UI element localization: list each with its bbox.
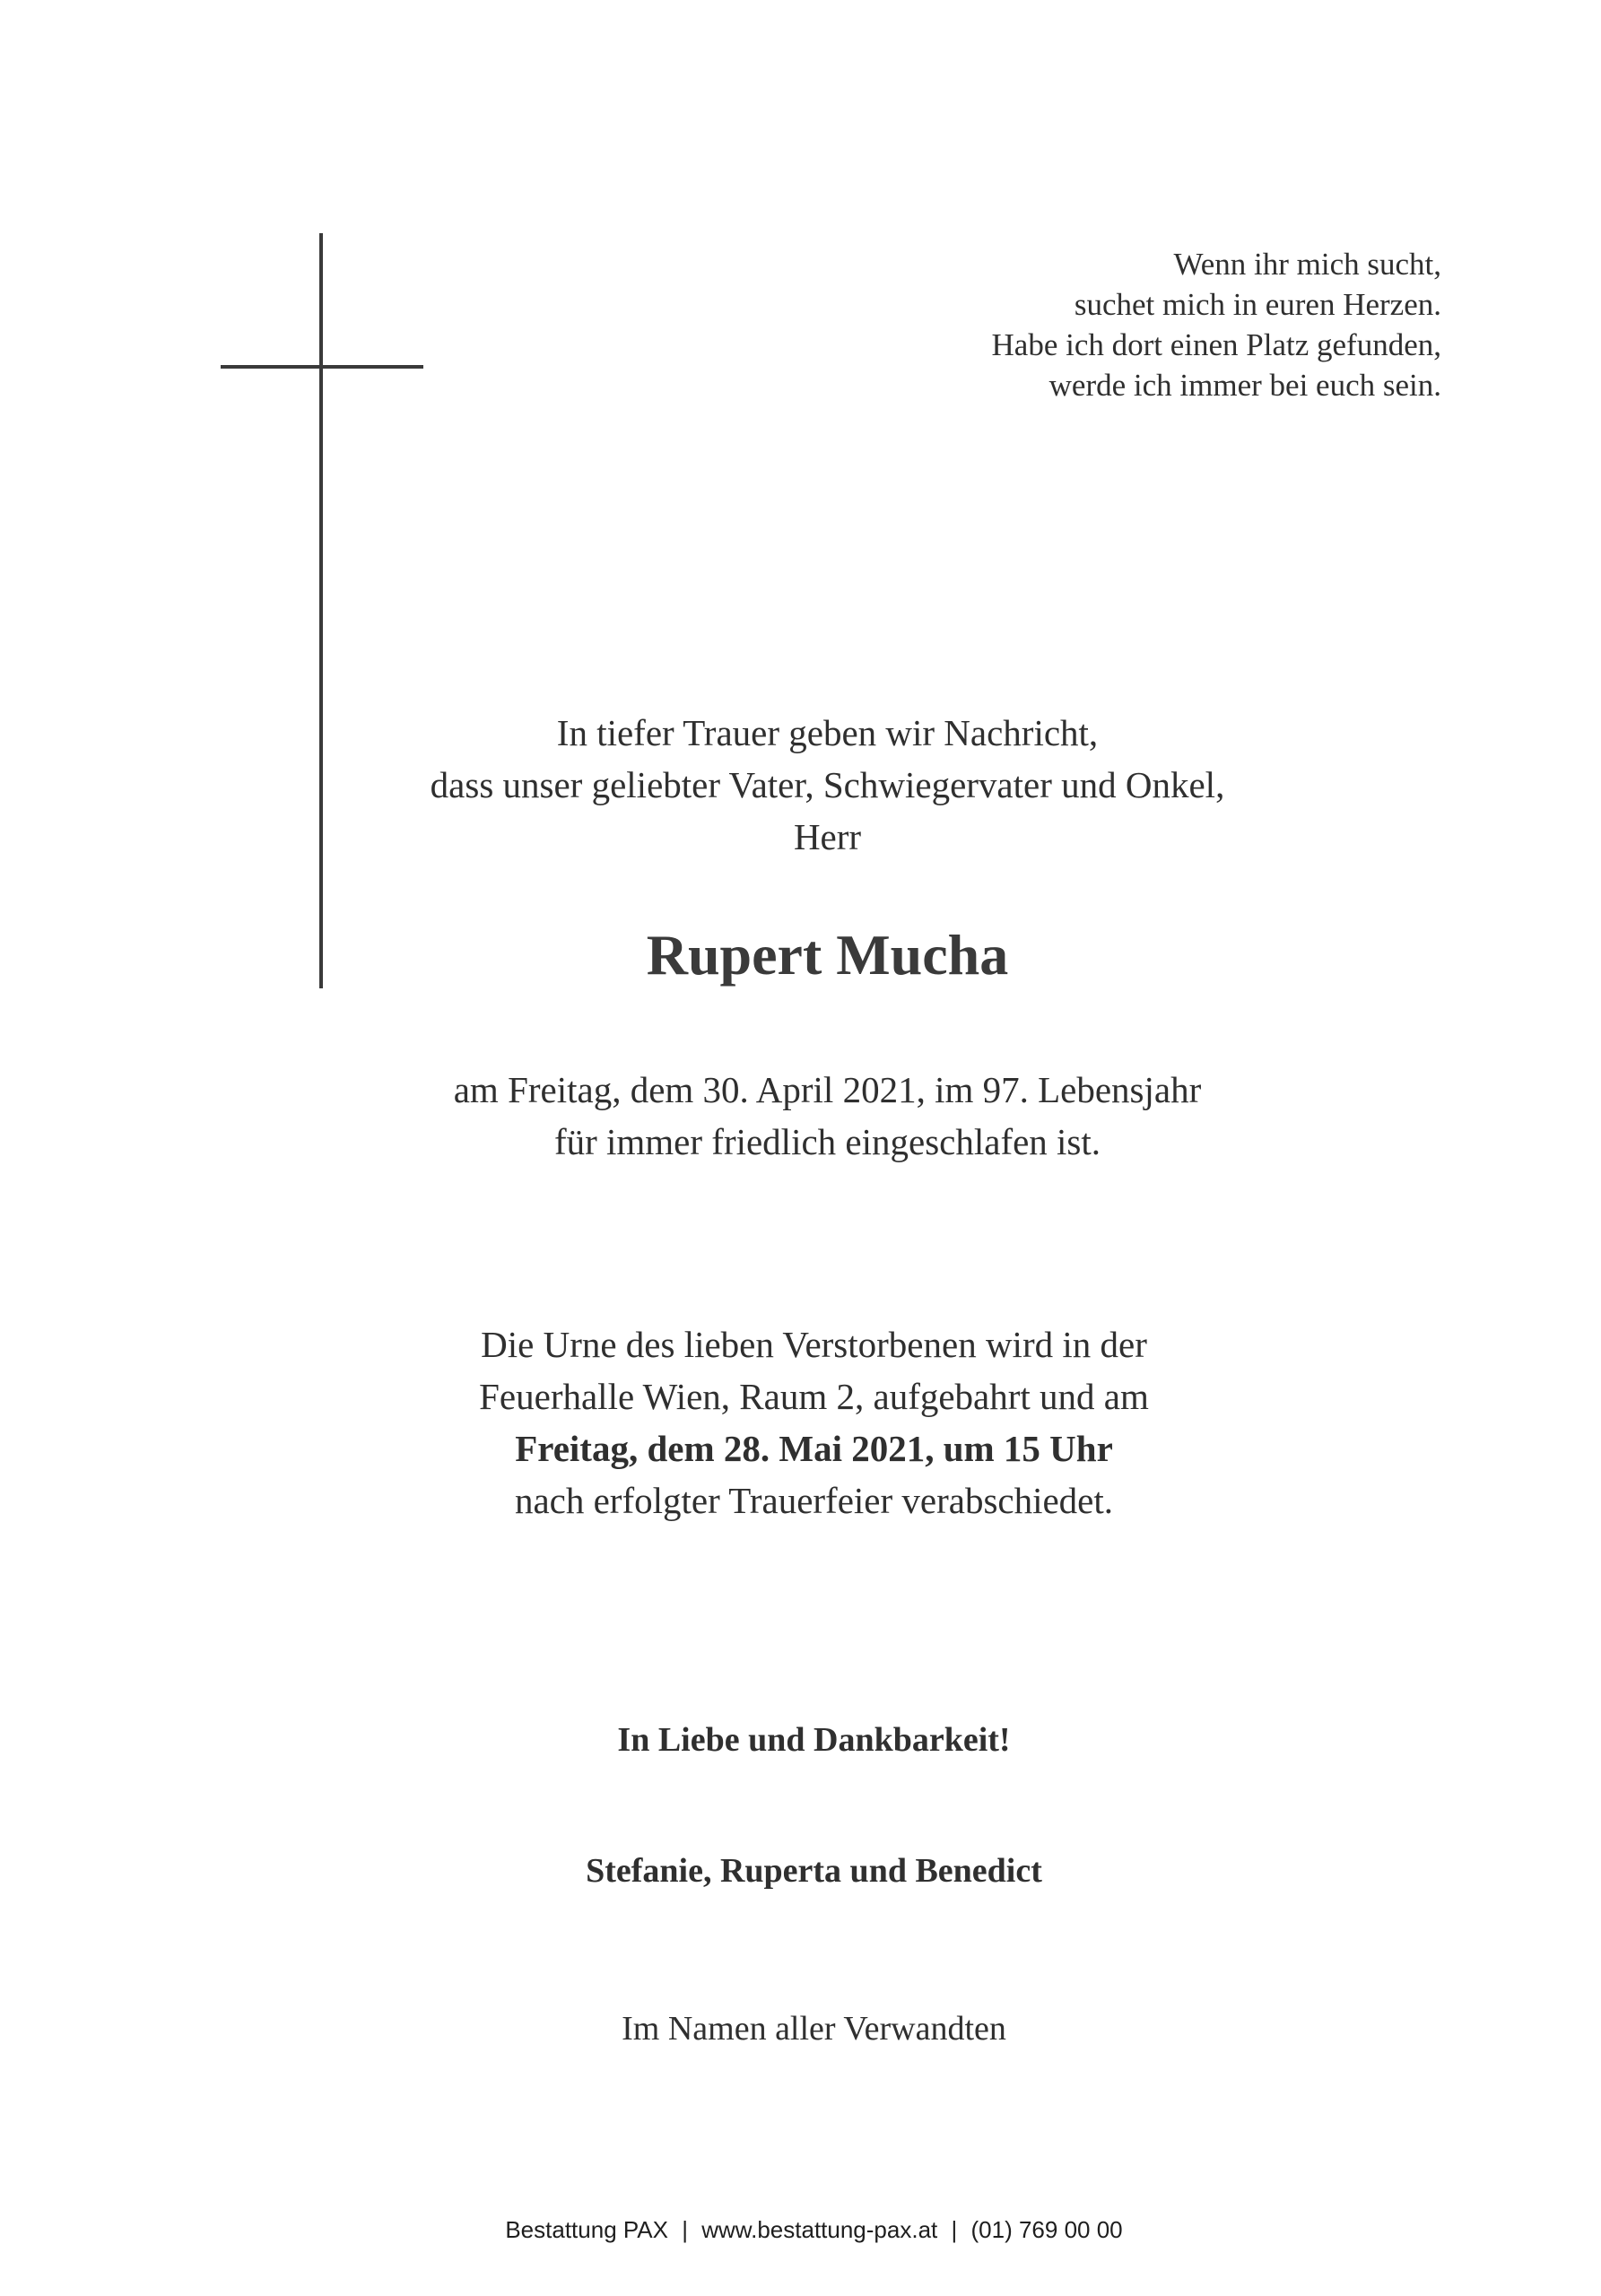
quote-line: werde ich immer bei euch sein. <box>1048 368 1441 403</box>
announcement <box>0 707 1601 863</box>
footer-separator: | <box>682 2216 688 2243</box>
funeral-line: Feuerhalle Wien, Raum 2, aufgebahrt und am <box>479 1376 1149 1417</box>
relatives-note: Im Namen aller Verwandten <box>622 2010 1006 2048</box>
footer-website-link[interactable]: www.bestattung-pax.at <box>701 2216 938 2243</box>
cross-vertical-bar <box>319 233 323 988</box>
quote-line: Wenn ihr mich sucht, <box>1173 247 1441 282</box>
funeral-details <box>0 1318 1601 1526</box>
footer-company: Bestattung PAX <box>505 2216 668 2243</box>
footer <box>0 2213 1601 2246</box>
announcement-line: dass unser geliebter Vater, Schwiegervater und Onkel, <box>430 764 1225 805</box>
funeral-line: Die Urne des lieben Verstorbenen wird in der <box>481 1324 1147 1365</box>
signers: Stefanie, Ruperta und Benedict <box>586 1852 1042 1890</box>
memorial-quote <box>724 244 1441 405</box>
death-line: am Freitag, dem 30. April 2021, im 97. Lebensjahr <box>453 1069 1202 1110</box>
footer-phone: (01) 769 00 00 <box>970 2216 1123 2243</box>
death-line: für immer friedlich eingeschlafen ist. <box>553 1121 1101 1162</box>
deceased-name: Rupert Mucha <box>646 923 1009 987</box>
closing-phrase: In Liebe und Dankbarkeit! <box>617 1721 1011 1759</box>
quote-line: suchet mich in euren Herzen. <box>1074 287 1441 322</box>
announcement-line: In tiefer Trauer geben wir Nachricht, <box>556 712 1099 753</box>
announcement-line: Herr <box>793 816 862 857</box>
death-notice <box>0 1064 1601 1168</box>
funeral-line: nach erfolgter Trauerfeier verabschiedet. <box>514 1480 1114 1521</box>
quote-line: Habe ich dort einen Platz gefunden, <box>991 327 1441 362</box>
cross-horizontal-bar <box>221 365 423 369</box>
footer-separator: | <box>951 2216 958 2243</box>
funeral-date: Freitag, dem 28. Mai 2021, um 15 Uhr <box>515 1428 1113 1469</box>
